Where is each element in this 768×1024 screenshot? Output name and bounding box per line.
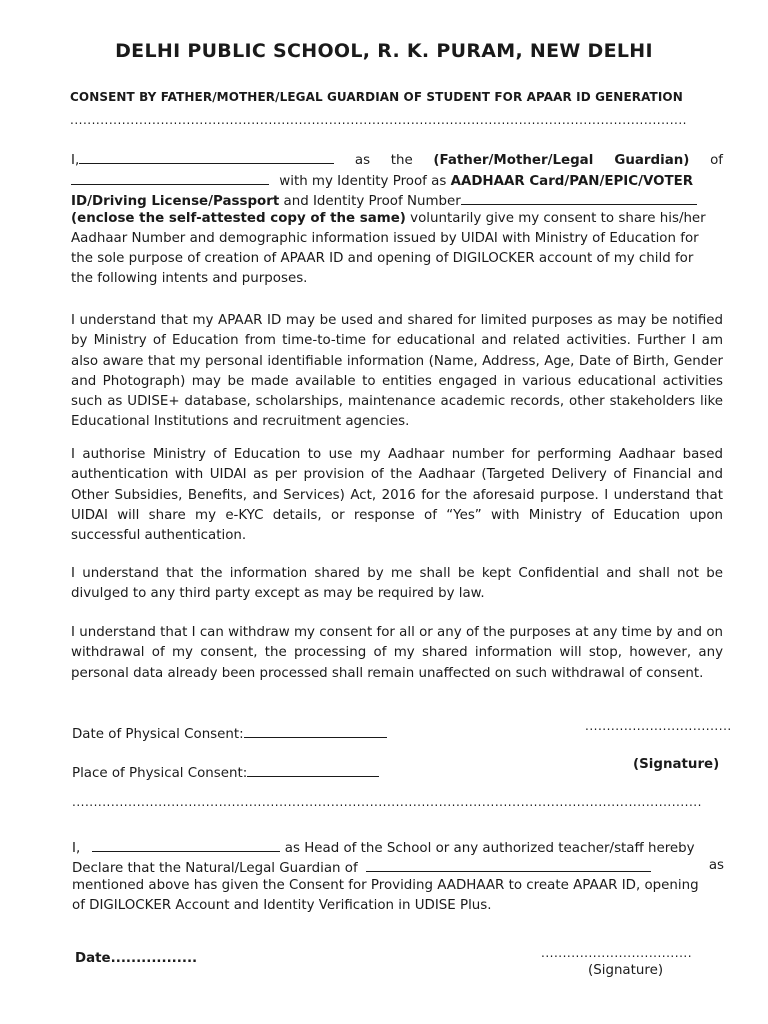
identity-proof-number-field[interactable]: [461, 191, 697, 205]
staff-name-field[interactable]: [92, 838, 280, 852]
declaration-line-5: Aadhaar Number and demographic information issued by UIDAI with Ministry of Education for: [71, 231, 699, 246]
school-declaration-line-3: mentioned above has given the Consent for Providing AADHAAR to create APAAR ID, opening: [72, 878, 699, 893]
staff-signature-line: ...................................: [541, 946, 693, 960]
school-declaration-line-1: I, as Head of the School or any authorized teacher/staff hereby: [72, 838, 724, 856]
footer-date-field[interactable]: .................: [110, 951, 198, 966]
guardian-name-field[interactable]: [79, 150, 334, 164]
consent-form-title: CONSENT BY FATHER/MOTHER/LEGAL GUARDIAN OF STUDENT FOR APAAR ID GENERATION: [70, 90, 683, 104]
declaration-line-1: I, as the (Father/Mother/Legal Guardian) of: [71, 150, 723, 168]
school-declaration-line-2: Declare that the Natural/Legal Guardian of as: [72, 858, 724, 876]
footer-date: Date.................: [75, 951, 198, 966]
paragraph-confidentiality: I understand that the information shared by me shall be kept Confidential and shall not be divulged to any third party except as may be required by law.: [71, 566, 723, 602]
paragraph-withdrawal: I understand that I can withdraw my consent for all or any of the purposes at any time by and on withdrawal of my consent, the processing of my shared information will stop, however, any personal data already been processed shall remain unaffected on such withdrawal of consent.: [71, 625, 723, 681]
place-of-physical-consent: Place of Physical Consent:: [72, 763, 379, 781]
school-declaration-line-4: of DIGILOCKER Account and Identity Verification in UDISE Plus.: [72, 898, 492, 913]
paragraph-authorisation: I authorise Ministry of Education to use my Aadhaar number for performing Aadhaar based authentication with UIDAI as per provision of the Aadhaar (Targeted Delivery of Financial and Other Subsidies, Benefits, and Services) Act, 2016 for the aforesaid purpose. I understand that UIDAI will share my e-KYC details, or response of “Yes” with Ministry of Education upon successful authentication.: [71, 447, 723, 544]
school-title: DELHI PUBLIC SCHOOL, R. K. PURAM, NEW DELHI: [115, 40, 653, 62]
parent-signature-line: ..................................: [585, 719, 732, 733]
consent-place-field[interactable]: [247, 763, 379, 777]
top-separator: ...............................................................................................................................................: [70, 113, 687, 127]
middle-separator: ..................................................................................................................................................: [72, 795, 702, 809]
declaration-line-6: the sole purpose of creation of APAAR ID and opening of DIGILOCKER account of my child for: [71, 251, 694, 266]
consent-date-field[interactable]: [244, 724, 387, 738]
declaration-line-4: (enclose the self-attested copy of the same) voluntarily give my consent to share his/her: [71, 211, 706, 226]
guardian-of-field[interactable]: [366, 858, 651, 872]
date-of-physical-consent: Date of Physical Consent:: [72, 724, 387, 742]
declaration-line-2: with my Identity Proof as AADHAAR Card/PAN/EPIC/VOTER: [71, 171, 723, 189]
declaration-line-7: the following intents and purposes.: [71, 271, 308, 286]
staff-signature-label: (Signature): [588, 963, 664, 978]
paragraph-apaar-usage: I understand that my APAAR ID may be used and shared for limited purposes as may be notified by Ministry of Education from time-to-time for educational and related activities. Further I am also aware that my personal identifiable information (Name, Address, Age, Date of Birth, Gender and Photograph) may be made available to entities engaged in various educational activities such as UDISE+ database, scholarships, maintenance academic records, other stakeholders like Educational Institutions and recruitment agencies.: [71, 313, 723, 430]
declaration-line-3: ID/Driving License/Passport and Identity Proof Number: [71, 191, 723, 209]
parent-signature-label: (Signature): [633, 757, 720, 772]
student-name-field[interactable]: [71, 171, 269, 185]
